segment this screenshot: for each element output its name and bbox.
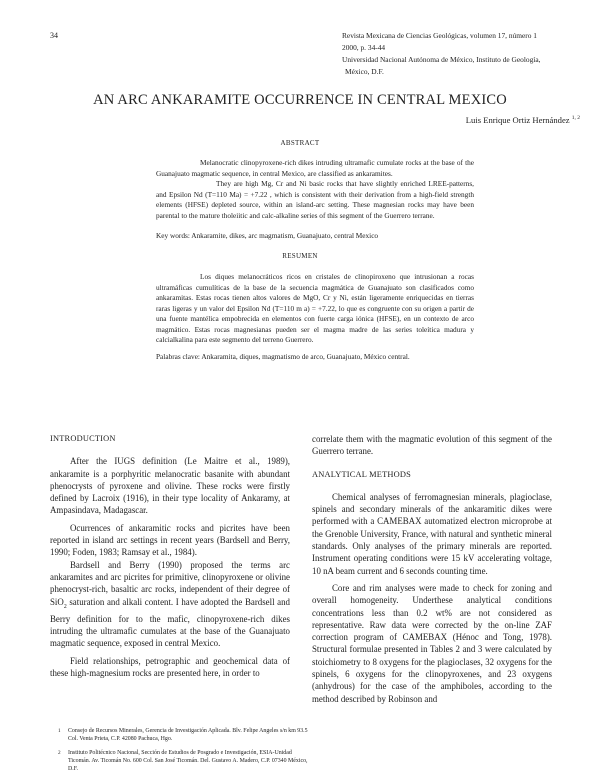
abstract-paragraph-1: Melanocratic clinopyroxene-rich dikes intruding ultramafic cumulate rocks at the base of the Guanajuato magmatic sequence, in central Mexico, are classified as ankaramites. (156, 158, 474, 178)
resumen-heading: RESUMEN (282, 252, 318, 260)
intro-paragraph-2: Ocurrences of ankaramitic rocks and picrites have been reported in island arc settings in recent years (Bardsell and Berry, 1990; Foden, 1983; Ramsay et al., 1984). (50, 522, 290, 558)
resumen-keywords: Palabras clave: Ankaramita, diques, magmatismo de arco, Guanajuato, México central. (156, 352, 410, 361)
author-affiliation-marks: 1, 2 (571, 115, 580, 122)
footnote-2 (58, 749, 308, 774)
left-column (50, 433, 290, 679)
intro-paragraph-3-part-b: saturation and alkali content. I have adopted the Bardsell and Berry definition for to the mafic, clinopyroxene-rich dikes intruding the ultramafic cumulates at the base of the Guanajuato magmatic sequence, exposed in central Mexico. (50, 596, 290, 649)
journal-line-4: México, D.F. (345, 67, 384, 76)
intro-paragraph-4: Field relationships, petrographic and geochemical data of these high-magnesium rocks are presented here, in order to (50, 655, 290, 678)
footnote-1-number: 1 (58, 728, 61, 734)
journal-line-3: Universidad Nacional Autónoma de México, Instituto de Geología, (342, 55, 541, 64)
author-name: Luis Enrique Ortiz Hernández (465, 115, 570, 125)
footnote-1 (58, 727, 308, 743)
resumen-paragraph-1: Los diques melanocráticos ricos en cristales de clinopiroxeno que intrusionan a rocas ultramáficas cumulíticas de la base de la secuencia magmática de Guanajuato son clasificados como ankaramitas. Estas rocas tienen altos valores de MgO, Cr y Ni, están ligeramente enriquecidas en tierras raras ligeras y un valor del Epsilon Nd (T=110 m a) = +7.22, lo que es congruente con su origen a partir de una fuente mantélica empobrecida en elementos con fuerte carga iónica (HFSE), en un contexto de arco magmático. Estas rocas magnesianas pueden ser el magma madre de las series toleítica madura y calcialkalina para este segmento del terreno Guerrero. (156, 272, 474, 344)
author (466, 115, 580, 125)
introduction-heading: INTRODUCTION (50, 434, 116, 443)
footnote-2-text: Instituto Politécnico Nacional, Sección de Estudios de Posgrado e Investigación, ESIA-Unidad Ticomán. Av. Ticomán No. 600 Col. San José Ticomán. Del. Gustavo A. Madero, C.P. 07340 México, D.F. (68, 750, 308, 773)
resumen-body (156, 272, 474, 346)
intro-continuation: correlate them with the magmatic evolution of this segment of the Guerrero terrane. (312, 434, 552, 457)
footnote-1-text: Consejo de Recursos Minerales, Gerencia de Investigación Aplicada. Blv. Felipe Angeles s/n km 93.5 Col. Venta Prieta, C.P. 42080 Pachuca, Hgo. (68, 728, 308, 743)
abstract-heading: ABSTRACT (280, 139, 320, 147)
analytical-methods-heading: ANALYTICAL METHODS (312, 469, 411, 479)
abstract-body (156, 158, 474, 221)
methods-paragraph-2: Core and rim analyses were made to check for zoning and overall homogeneity. Underthese analytical conditions concentrations less than 0.2 wt% are not considered as representative. Raw data were corrected by the on-line ZAF correction program of CAMEBAX (Hénoc and Tong, 1978). Structural formulae presented in Tables 2 and 3 were calculated by stoichiometry to 8 oxygens for the plagioclases, 32 oxygens for the spinels, 6 oxygens for the clinopyroxenes, and 23 oxygens (anhydrous) for the case of the amphiboles, according to the method described by Robinson and (312, 582, 552, 704)
page-number: 34 (50, 31, 58, 40)
methods-paragraph-1: Chemical analyses of ferromagnesian minerals, plagioclase, spinels and secondary minerals of the ankaramitic dikes were performed with a CAMEBAX automatized electron microprobe at the Grenoble University, France, with natural and synthetic mineral standards. Only analyses of the primary minerals are reported. Instrument operating conditions were 15 kV accelerating voltage, 10 nA beam current and 6 seconds counting time. (312, 491, 552, 576)
footnote-2-number: 2 (58, 750, 61, 756)
right-column (312, 433, 552, 705)
article-title: AN ARC ANKARAMITE OCCURRENCE IN CENTRAL MEXICO (93, 92, 507, 108)
intro-paragraph-3 (50, 559, 290, 650)
journal-line-1: Revista Mexicana de Ciencias Geológicas, volumen 17, número 1 (342, 31, 537, 40)
intro-paragraph-1: After the IUGS definition (Le Maitre et al., 1989), ankaramite is a porphyritic melanocratic basanite with abundant phenocrysts of pyroxene and olivine. These rocks were firstly defined by Lacroix (1916), in their type locality of Ankaramy, at Ampasindava, Madagascar. (50, 456, 290, 516)
journal-line-2: 2000, p. 34-44 (342, 43, 386, 52)
sio2-subscript: 2 (63, 603, 67, 610)
intro-paragraph-3-part-a: Bardsell and Berry (1990) proposed the terms arc ankaramites and arc picrites for primitive, clinopyroxene or olivine phenocryst-rich, basaltic arc rocks, independent of their degree of SiO (50, 559, 290, 607)
abstract-keywords: Key words: Ankaramite, dikes, arc magmatism, Guanajuato, central Mexico (156, 231, 379, 240)
journal-header (342, 30, 582, 78)
abstract-paragraph-2: They are high Mg, Cr and Ni basic rocks that have slightly enriched LREE-patterns, and Epsilon Nd (T=110 Ma) = +7.22 , which is consistent with their derivation from a high-field strength elements (HFSE) depleted source, within an island-arc setting. These magnesian rocks may have been parental to the mature tholeiitic and calc-alkaline series of this segment of the Guerrero terrane. (156, 179, 474, 220)
